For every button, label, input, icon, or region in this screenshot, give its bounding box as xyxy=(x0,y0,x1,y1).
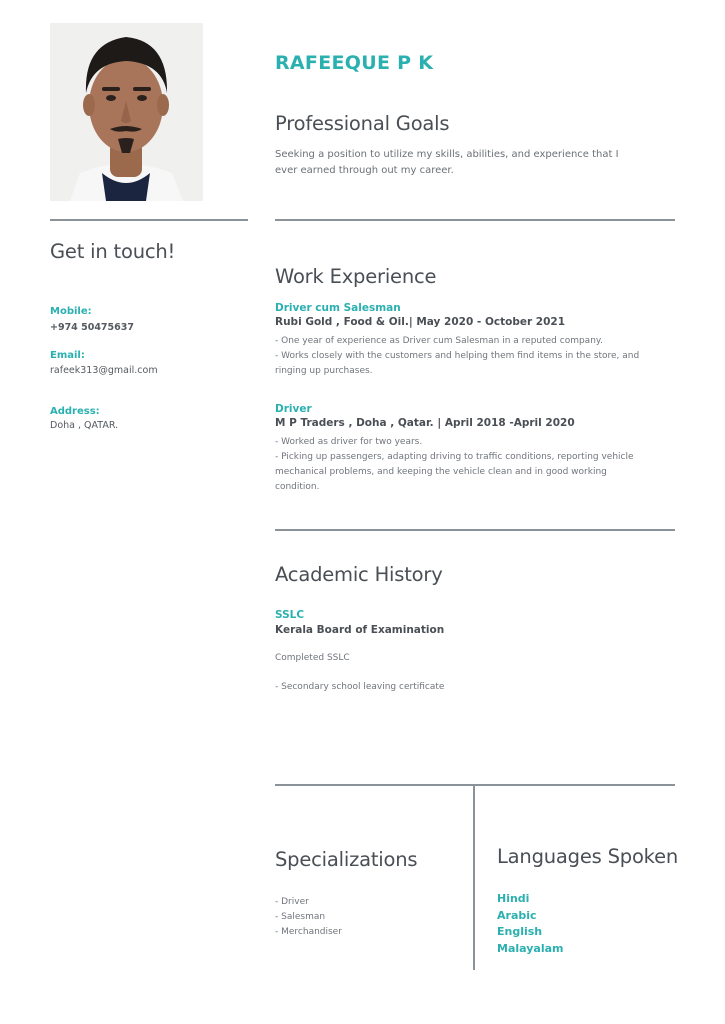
column-divider xyxy=(473,784,475,970)
job-line: mechanical problems, and keeping the vehicle clean and in good working xyxy=(275,467,607,477)
specializations-list xyxy=(275,895,342,940)
language-item: Arabic xyxy=(497,908,537,922)
email-value[interactable]: rafeek313@gmail.com xyxy=(50,365,158,376)
profile-photo xyxy=(50,23,203,201)
job-description xyxy=(275,334,675,379)
languages-list xyxy=(497,891,563,957)
work-divider xyxy=(275,529,675,531)
degree-detail: - Secondary school leaving certificate xyxy=(275,682,445,692)
job-entry xyxy=(275,403,675,495)
specialization-item: - Salesman xyxy=(275,912,326,922)
address-label: Address: xyxy=(50,406,100,417)
professional-goals-heading: Professional Goals xyxy=(275,112,450,135)
job-line: condition. xyxy=(275,482,320,492)
degree-note: Completed SSLC xyxy=(275,653,350,663)
goals-line: Seeking a position to utilize my skills, abilities, and experience that I xyxy=(275,149,619,160)
language-item: Malayalam xyxy=(497,941,564,955)
job-line: ringing up purchases. xyxy=(275,366,373,376)
candidate-name: RAFEEQUE P K xyxy=(275,52,434,74)
job-entry xyxy=(275,302,675,379)
specialization-item: - Merchandiser xyxy=(275,927,342,937)
specialization-item: - Driver xyxy=(275,897,309,907)
contact-heading: Get in touch! xyxy=(50,240,176,263)
professional-goals-text xyxy=(275,147,675,179)
job-company: M P Traders , Doha , Qatar. | April 2018 -April 2020 xyxy=(275,417,575,429)
job-line: - One year of experience as Driver cum Salesman in a reputed company. xyxy=(275,336,603,346)
job-line: - Picking up passengers, adapting driving to traffic conditions, reporting vehicle xyxy=(275,452,634,462)
bottom-divider xyxy=(275,784,675,786)
left-divider xyxy=(50,219,248,221)
language-item: English xyxy=(497,925,543,938)
degree-board: Kerala Board of Examination xyxy=(275,624,445,636)
languages-heading: Languages Spoken xyxy=(497,845,679,868)
portrait-image xyxy=(50,23,203,201)
job-role: Driver xyxy=(275,403,312,415)
degree-name: SSLC xyxy=(275,609,305,621)
specializations-heading: Specializations xyxy=(275,848,418,871)
academic-history-heading: Academic History xyxy=(275,563,443,586)
job-role: Driver cum Salesman xyxy=(275,302,401,314)
right-divider xyxy=(275,219,675,221)
work-experience-heading: Work Experience xyxy=(275,265,437,288)
address-value: Doha , QATAR. xyxy=(50,420,119,431)
email-label: Email: xyxy=(50,350,85,361)
goals-line: ever earned through out my career. xyxy=(275,165,454,176)
job-line: - Worked as driver for two years. xyxy=(275,437,423,447)
mobile-label: Mobile: xyxy=(50,306,92,317)
language-item: Hindi xyxy=(497,892,530,905)
job-company: Rubi Gold , Food & Oil.| May 2020 - October 2021 xyxy=(275,316,566,328)
job-line: - Works closely with the customers and helping them find items in the store, and xyxy=(275,351,640,361)
job-description xyxy=(275,435,675,495)
mobile-value: +974 50475637 xyxy=(50,322,134,333)
